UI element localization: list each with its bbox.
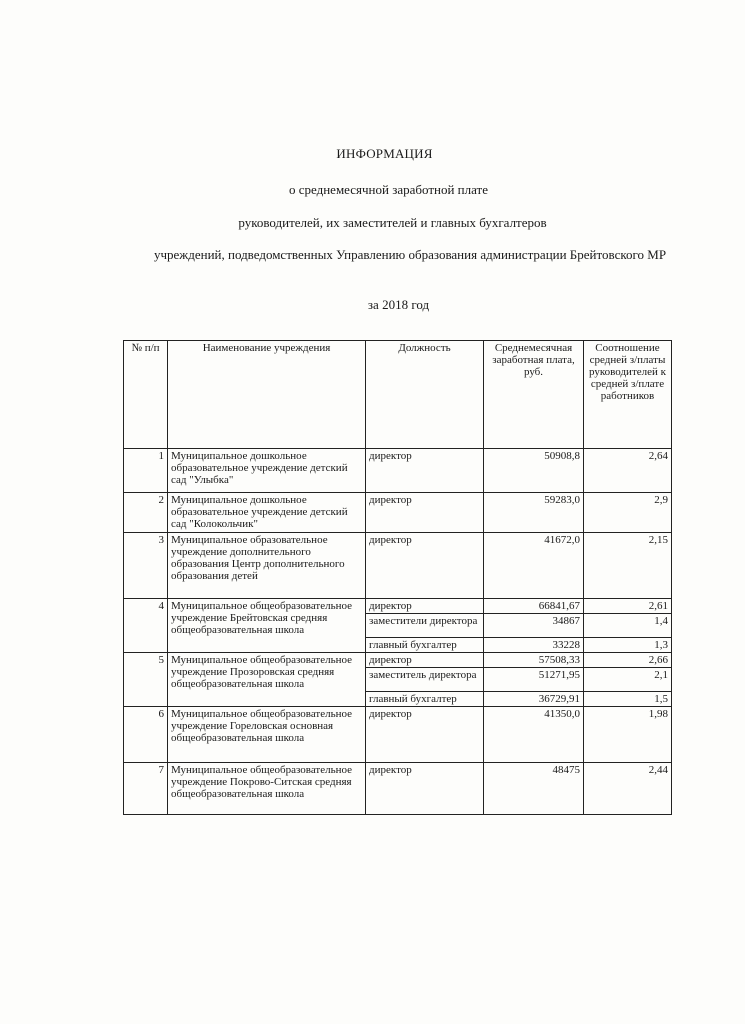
- ratio-cell: 2,61: [584, 599, 672, 614]
- salary-cell: 51271,95: [484, 668, 584, 692]
- position-cell: директор: [366, 449, 484, 493]
- salary-cell: 36729,91: [484, 692, 584, 707]
- position-cell: директор: [366, 533, 484, 599]
- salary-cell: 41672,0: [484, 533, 584, 599]
- header-num: № п/п: [124, 341, 168, 449]
- table-row: [124, 763, 672, 815]
- salary-cell: 34867: [484, 614, 584, 638]
- position-cell: директор: [366, 707, 484, 763]
- table-header-row: [124, 341, 672, 449]
- table-row: [124, 533, 672, 599]
- position-cell: директор: [366, 763, 484, 815]
- row-number: 7: [124, 763, 168, 815]
- header-name: Наименование учреждения: [168, 341, 366, 449]
- salary-cell: 41350,0: [484, 707, 584, 763]
- salary-cell: 50908,8: [484, 449, 584, 493]
- table-row: [124, 653, 672, 668]
- institution-name: Муниципальное общеобразовательное учреждение Брейтовская средняя общеобразовательная школа: [168, 599, 366, 653]
- document-title: ИНФОРМАЦИЯ: [336, 146, 433, 161]
- row-number: 4: [124, 599, 168, 653]
- row-number: 5: [124, 653, 168, 707]
- salary-cell: 48475: [484, 763, 584, 815]
- header-salary: Среднемесячная заработная плата, руб.: [484, 341, 584, 449]
- position-cell: директор: [366, 599, 484, 614]
- row-number: 6: [124, 707, 168, 763]
- table-row: [124, 707, 672, 763]
- salary-cell: 59283,0: [484, 493, 584, 533]
- table-row: [124, 493, 672, 533]
- institution-name: Муниципальное общеобразовательное учреждение Гореловская основная общеобразовательная школа: [168, 707, 366, 763]
- salary-cell: 57508,33: [484, 653, 584, 668]
- ratio-cell: 2,44: [584, 763, 672, 815]
- position-cell: директор: [366, 653, 484, 668]
- position-cell: директор: [366, 493, 484, 533]
- ratio-cell: 2,9: [584, 493, 672, 533]
- salary-cell: 33228: [484, 638, 584, 653]
- row-number: 2: [124, 493, 168, 533]
- document-subtitle-3: учреждений, подведомственных Управлению образования администрации Брейтовского МР: [153, 247, 667, 262]
- position-cell: главный бухгалтер: [366, 692, 484, 707]
- ratio-cell: 2,1: [584, 668, 672, 692]
- table-body: [124, 449, 672, 815]
- institution-name: Муниципальное общеобразовательное учреждение Прозоровская средняя общеобразовательная школа: [168, 653, 366, 707]
- ratio-cell: 2,15: [584, 533, 672, 599]
- table-row: [124, 449, 672, 493]
- document-period: за 2018 год: [367, 297, 430, 312]
- table-row: [124, 599, 672, 614]
- ratio-cell: 2,66: [584, 653, 672, 668]
- header-position: Должность: [366, 341, 484, 449]
- institution-name: Муниципальное дошкольное образовательное учреждение детский сад "Улыбка": [168, 449, 366, 493]
- salary-table: [123, 340, 672, 815]
- institution-name: Муниципальное образовательное учреждение дополнительного образования Центр дополнительного образования детей: [168, 533, 366, 599]
- position-cell: главный бухгалтер: [366, 638, 484, 653]
- ratio-cell: 2,64: [584, 449, 672, 493]
- ratio-cell: 1,98: [584, 707, 672, 763]
- ratio-cell: 1,5: [584, 692, 672, 707]
- document-subtitle-1: о среднемесячной заработной плате: [288, 182, 489, 197]
- row-number: 3: [124, 533, 168, 599]
- position-cell: заместители директора: [366, 614, 484, 638]
- position-cell: заместитель директора: [366, 668, 484, 692]
- row-number: 1: [124, 449, 168, 493]
- header-ratio: Соотношение средней з/платы руководителей к средней з/плате работников: [584, 341, 672, 449]
- salary-cell: 66841,67: [484, 599, 584, 614]
- institution-name: Муниципальное общеобразовательное учреждение Покрово-Ситская средняя общеобразовательная школа: [168, 763, 366, 815]
- institution-name: Муниципальное дошкольное образовательное учреждение детский сад "Колокольчик": [168, 493, 366, 533]
- document-subtitle-2: руководителей, их заместителей и главных бухгалтеров: [238, 215, 547, 230]
- ratio-cell: 1,4: [584, 614, 672, 638]
- ratio-cell: 1,3: [584, 638, 672, 653]
